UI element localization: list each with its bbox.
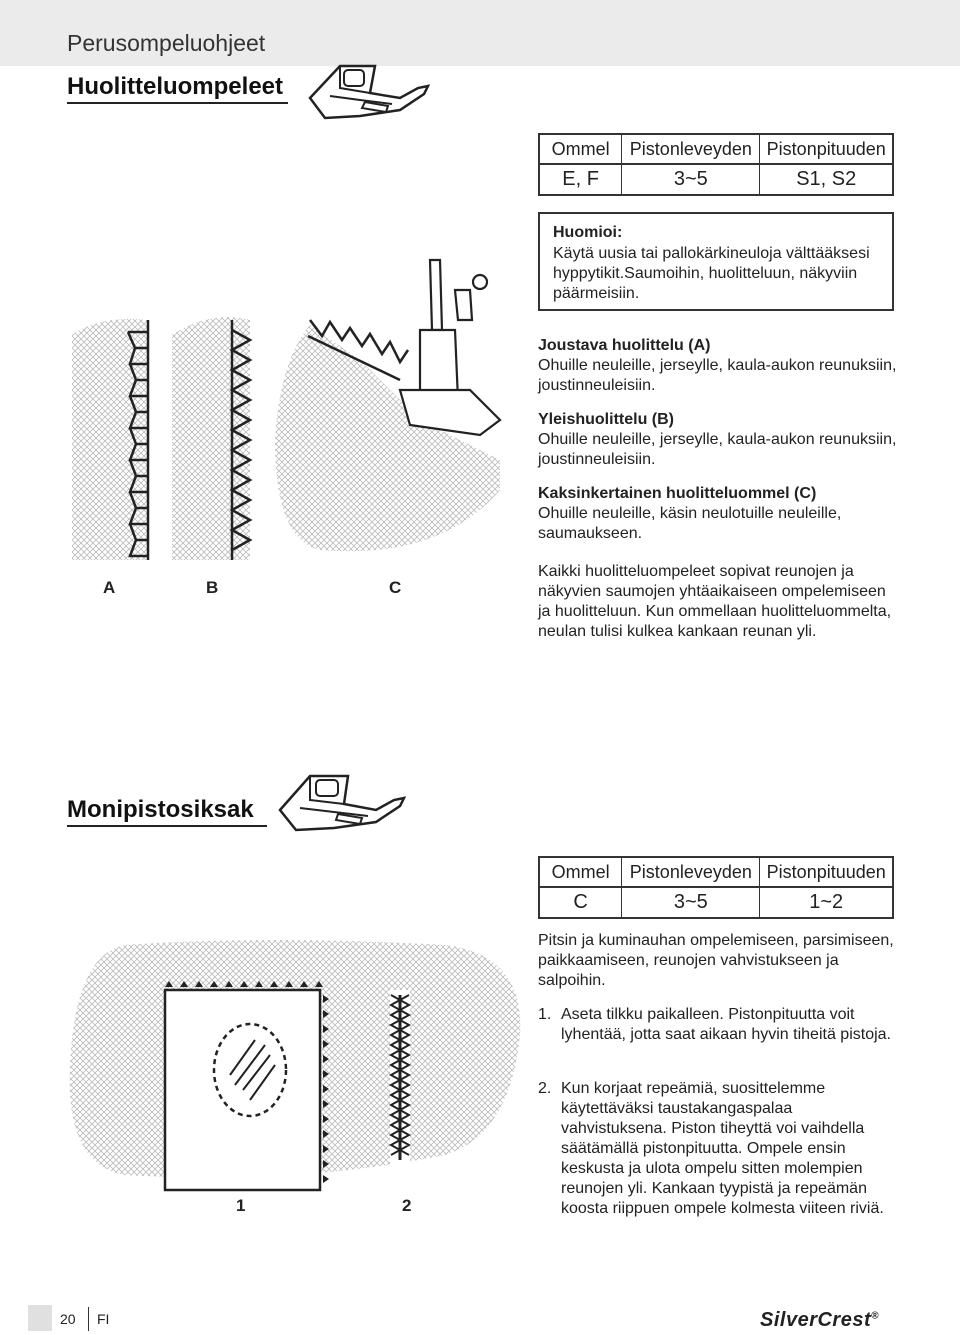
brand-logo: [760, 1309, 879, 1332]
presser-foot-icon: [272, 770, 412, 850]
paragraph-text: Ohuille neuleille, käsin neulotuille neuleille, saumaukseen.: [538, 505, 842, 542]
paragraph-general: [538, 410, 898, 470]
table-cell: C: [539, 887, 622, 918]
footer-box: [28, 1305, 52, 1331]
paragraph-text: Kaikki huolitteluompeleet sopivat reunojen ja näkyvien saumojen yhtäaikaiseen ompelemiseen ja huolitteluun. Kun ommellaan huolitteluommelta, neulan tulisi kulkea kankaan reunan yli.: [538, 563, 892, 640]
figure-label-c: C: [389, 578, 402, 597]
paragraph-double: [538, 484, 898, 544]
table-cell: 1~2: [760, 887, 893, 918]
paragraph-flexible: [538, 336, 898, 396]
intro-paragraph: Pitsin ja kuminauhan ompelemiseen, parsimiseen, paikkaamiseen, reunojen vahvistukseen ja salpoihin.: [538, 932, 894, 989]
paragraph-heading: Joustava huolittelu (A): [538, 337, 711, 354]
list-text: Aseta tilkku paikalleen. Pistonpituutta voit lyhentää, jotta saat aikaan hyvin tiheitä pistoja.: [561, 1006, 891, 1043]
figure-label-b: B: [206, 578, 219, 597]
section-title-huolitteluompeleet: Huolitteluompeleet: [67, 73, 284, 100]
paragraph-text: Ohuille neuleille, jerseylle, kaula-aukon reunuksiin, joustinneuleisiin.: [538, 431, 897, 468]
table-header: Ommel: [539, 857, 622, 887]
table-header: Pistonpituuden: [760, 134, 893, 164]
page-header-title: Perusompeluohjeet: [67, 30, 266, 56]
section-rule: [67, 102, 288, 104]
list-text: Kun korjaat repeämiä, suosittelemme käytettäväksi taustakangaspalaa vahvistuksena. Piston tiheyttä voi vaihdella säätämällä pistonpituutta. Ompele ensin keskusta ja ulota ompelu sitten molempien reunojen yli. Kankaan tyypistä ja repeämän koosta riippuen ompele kolmesta viiteen riviä.: [561, 1080, 884, 1217]
note-box: [538, 212, 894, 311]
page-number: 20: [60, 1311, 76, 1327]
overlock-figure: [60, 240, 510, 570]
paragraph-heading: Kaksinkertainen huolitteluommel (C): [538, 485, 817, 502]
table-header: Pistonpituuden: [760, 857, 893, 887]
registered-mark: ®: [871, 1310, 879, 1322]
section-rule: [67, 825, 267, 827]
figure-label-2: 2: [402, 1196, 412, 1215]
paragraph-text: Ohuille neuleille, jerseylle, kaula-aukon reunuksiin, joustinneuleisiin.: [538, 357, 897, 394]
table-cell: S1, S2: [760, 164, 893, 195]
paragraph-heading: Yleishuolittelu (B): [538, 411, 674, 428]
stitch-settings-table: [538, 856, 894, 919]
figure-label-1: 1: [236, 1196, 246, 1215]
table-header: Pistonleveyden: [622, 134, 760, 164]
darning-figure: [65, 935, 525, 1195]
note-text: Käytä uusia tai pallokärkineuloja välttääksesi hyppytikit.Saumoihin, huolitteluun, näkyviin päärmeisiin.: [553, 245, 870, 302]
brand-name: SilverCrest: [760, 1309, 872, 1331]
table-cell: 3~5: [622, 887, 760, 918]
section-title-monipistosiksak: Monipistosiksak: [67, 796, 254, 823]
footer-divider: [88, 1307, 89, 1331]
table-header: Ommel: [539, 134, 622, 164]
language-code: FI: [97, 1311, 110, 1327]
table-cell: 3~5: [622, 164, 760, 195]
list-number: 2.: [538, 1080, 552, 1097]
note-label: Huomioi:: [553, 224, 623, 241]
list-number: 1.: [538, 1006, 552, 1023]
presser-foot-icon: [300, 58, 435, 138]
figure-label-a: A: [103, 578, 116, 597]
paragraph-summary: [538, 562, 898, 642]
stitch-settings-table: [538, 133, 894, 196]
table-cell: E, F: [539, 164, 622, 195]
table-header: Pistonleveyden: [622, 857, 760, 887]
